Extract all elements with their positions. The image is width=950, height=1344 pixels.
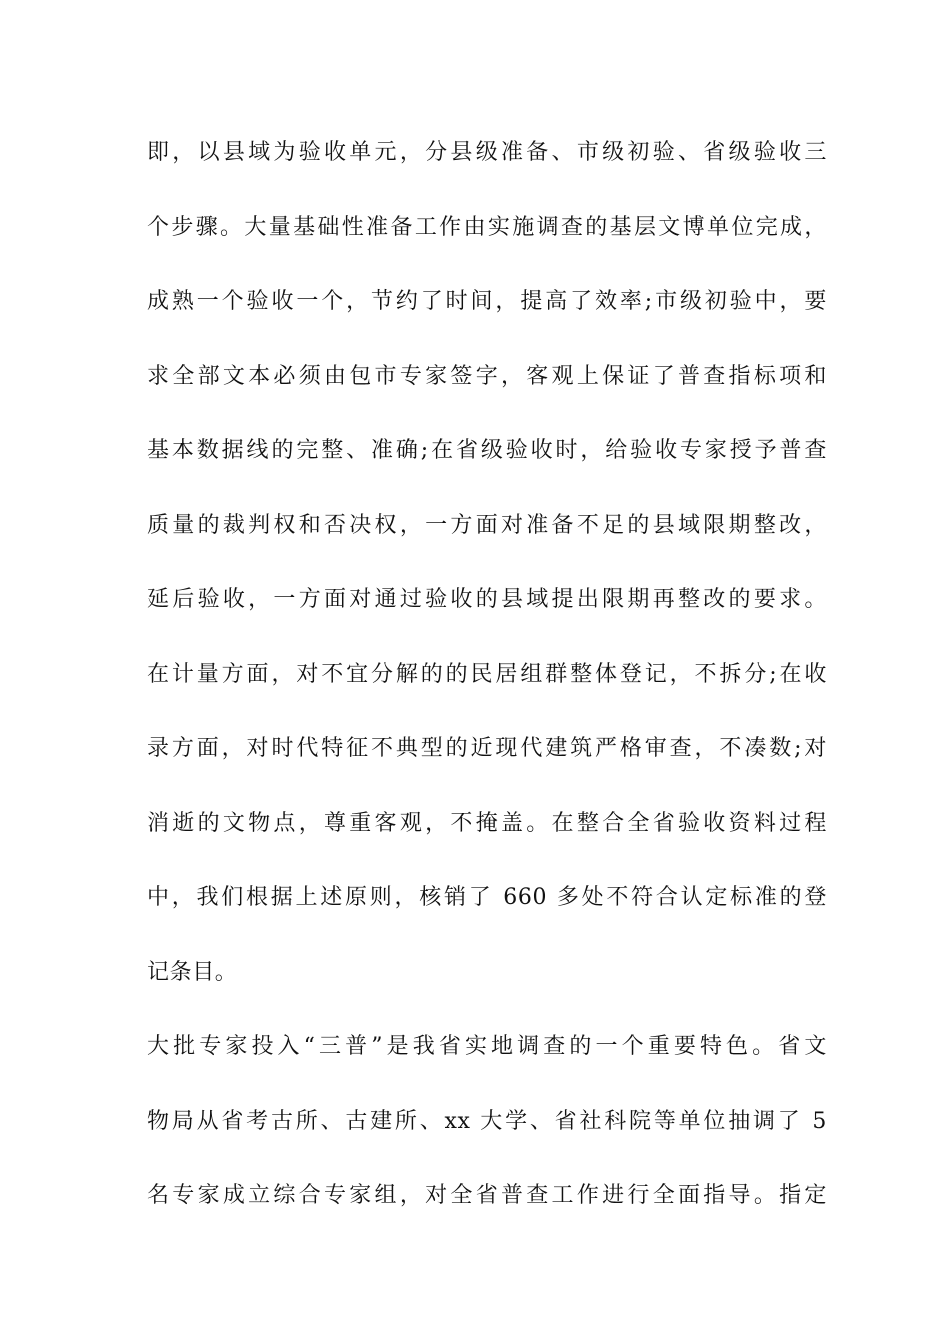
text-line: 中，我们根据上述原则，核销了 660 多处不符合认定标准的登 — [147, 885, 827, 910]
text-line: 质量的裁判权和否决权，一方面对准备不足的县域限期整改， — [147, 513, 827, 538]
text-line: 名专家成立综合专家组，对全省普查工作进行全面指导。指定 — [147, 1183, 827, 1208]
text-line: 消逝的文物点，尊重客观，不掩盖。在整合全省验收资料过程 — [147, 811, 827, 836]
text-line: 在计量方面，对不宜分解的的民居组群整体登记，不拆分;在收 — [147, 662, 827, 687]
text-line: 录方面，对时代特征不典型的近现代建筑严格审查，不凑数;对 — [147, 736, 827, 761]
text-line: 大批专家投入“三普”是我省实地调查的一个重要特色。省文 — [147, 1034, 827, 1059]
text-line: 物局从省考古所、古建所、xx 大学、省社科院等单位抽调了 5 — [147, 1109, 827, 1134]
text-line: 延后验收，一方面对通过验收的县域提出限期再整改的要求。 — [147, 587, 827, 612]
text-line: 基本数据线的完整、准确;在省级验收时，给验收专家授予普查 — [147, 438, 827, 463]
text-line: 求全部文本必须由包市专家签字，客观上保证了普查指标项和 — [147, 364, 827, 389]
text-line: 即，以县域为验收单元，分县级准备、市级初验、省级验收三 — [147, 140, 827, 165]
text-line: 成熟一个验收一个，节约了时间，提高了效率;市级初验中，要 — [147, 289, 827, 314]
text-line: 记条目。 — [147, 960, 238, 985]
text-line: 个步骤。大量基础性准备工作由实施调查的基层文博单位完成， — [147, 215, 827, 240]
